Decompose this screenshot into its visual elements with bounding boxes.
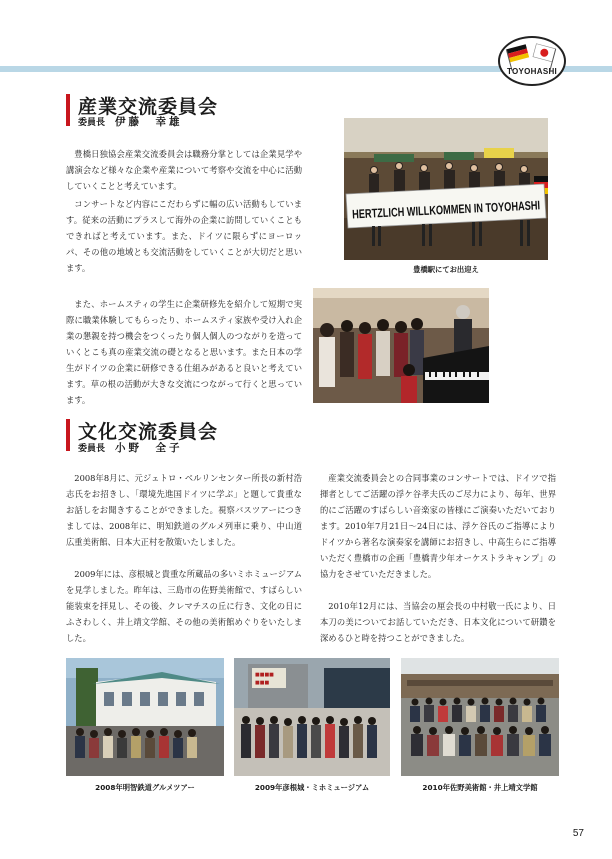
section1-title: 産業交流委員会 bbox=[78, 96, 219, 118]
section1-paragraph-1: 豊橋日独協会産業交流委員会は職務分掌としては企業見学や講演会など様々な企業や産業について考察や交流を中心に活動していくことと考えています。 bbox=[66, 149, 302, 191]
section1-chair bbox=[78, 114, 183, 129]
section2-marker bbox=[66, 419, 70, 451]
hikone-miho-museum-caption: 2009年彦根城・ミホミュージアム bbox=[254, 783, 370, 792]
section1-paragraph-3: また、ホームスティの学生に企業研修先を紹介して短期で実際に職業体験してもらったり、ホームスティ家族や受け入れ企業の懇親を持つ機会をつくったり個人個人のつながりを造っていくとこも真の産業交流の礎となると思います。また日本の学生がドイツの企業に研修できる仕組みがあると良いと考えています。草の根の活動が大きな交流につながって行くと思っています。 bbox=[66, 299, 302, 405]
section1-role: 委員長 bbox=[78, 118, 106, 128]
logo-text: TOYOHASHI bbox=[506, 67, 558, 76]
station-welcome-photo bbox=[344, 118, 608, 260]
sano-museum-inoue-caption: 2010年佐野美術館・井上靖文学館 bbox=[422, 783, 538, 792]
section2-chair bbox=[78, 440, 183, 455]
section1-name: 伊藤 幸雄 bbox=[115, 116, 183, 128]
section2-left-paragraph-1: 2008年8月に、元ジェトロ・ベルリンセンター所長の新村浩志氏をお招きし、「環境先進国ドイツに学ぶ」と題して貴重なお話しをお聞きすることができました。視察バスツアーにつきましては、2008年に、明知鉄道のグルメ列車に乗り、中山道広重美術館、日本大正村を散策いたしました。 bbox=[66, 473, 302, 547]
station-welcome-caption: 豊橋駅にてお出迎え bbox=[413, 265, 479, 274]
akechi-railway-tour-caption: 2008年明智鉄道グルメツアー bbox=[95, 783, 195, 792]
section1-paragraph-2: コンサートなど内容にこだわらずに幅の広い活動もしています。従来の活動にプラスして海外の企業に訪問していくこともできればと考えています。また、ドイツに限らずにヨーロッパ、その他の地域とも交流活動をしていくことが大切だと思います。 bbox=[66, 199, 302, 273]
section2-title: 文化交流委員会 bbox=[78, 421, 219, 443]
section2-name: 小野 全子 bbox=[115, 442, 183, 454]
svg-text:■■■■: ■■■■ bbox=[255, 672, 274, 678]
piano-lesson-photo bbox=[313, 288, 489, 403]
sano-museum-inoue-photo bbox=[401, 658, 559, 776]
hikone-miho-museum-photo bbox=[234, 658, 390, 776]
svg-text:■■■: ■■■ bbox=[255, 680, 270, 686]
welcome-banner-text: HERTZLICH WILLKOMMEN IN TOYOHASHI bbox=[351, 195, 608, 222]
page-number: 57 bbox=[572, 828, 584, 839]
section2-left-paragraph-2: 2009年には、彦根城と貴重な所蔵品の多いミホミュージアムを見学しました。昨年は、三島市の佐野美術館で、すばらしい能装束を拝見し、その後、クレマチスの丘に行き、文化の日にふさわしく、井上靖文学館、その他の美術館めぐりをいたしました。 bbox=[66, 569, 302, 643]
section2-role: 委員長 bbox=[78, 444, 106, 454]
akechi-railway-tour-photo bbox=[66, 658, 224, 776]
section2-right-paragraph-2: 2010年12月には、当協会の厘会長の中村敬一氏により、日本刀の美についてお話していただき、日本文化について研鑽を深めるひと時を持つことができました。 bbox=[320, 601, 556, 643]
section2-right-paragraph-1: 産業交流委員会との合同事業のコンサートでは、ドイツで指揮者としてご活躍の浮ケ谷孝夫氏のご尽力により、毎年、世界的にご活躍のすばらしい音楽家の皆様にご演奏いただいております。2010年7月21日〜24日には、浮ケ谷氏のご指導によりドイツから著名な演奏家を講師にお招きし、中高生らにご指導いただく豊橋市の企画「豊橋青少年オーケストラキャンプ」の協力をさせていただきました。 bbox=[320, 473, 556, 579]
toyohashi-logo bbox=[498, 36, 566, 86]
section1-marker bbox=[66, 94, 70, 126]
